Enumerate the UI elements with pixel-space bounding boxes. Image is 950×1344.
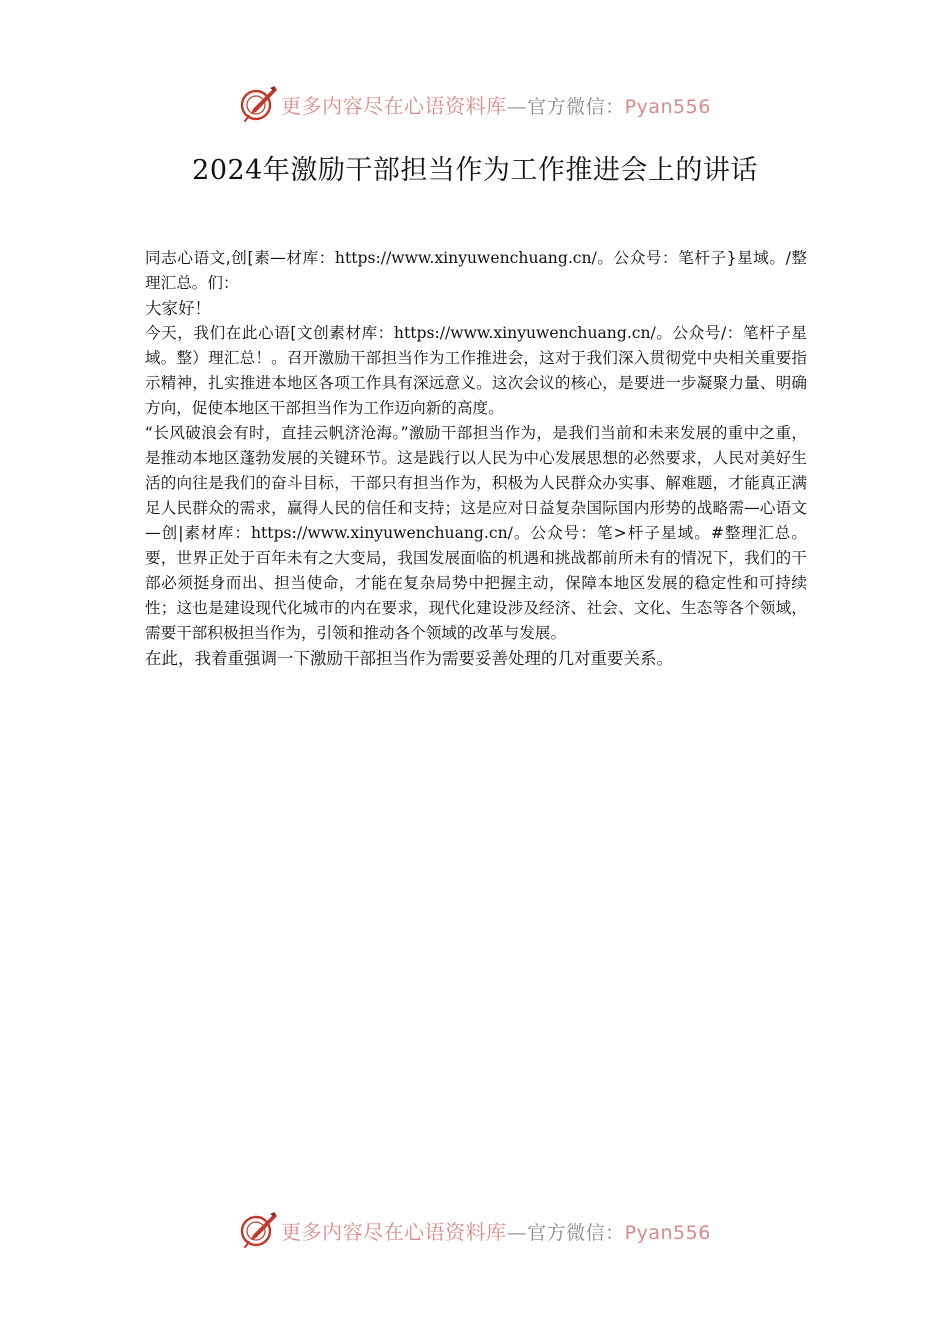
body-paragraph-2 <box>145 421 807 646</box>
header-wechat-label: 官方微信： <box>527 95 625 118</box>
p2-text-b: 。公众号：笔>杆子星域。#整理汇总。要，世界正处于百年未有之大变局，我国发展面临的机遇和挑战都前所未有的情况下，我们的干部必须挺身而出、担当使命，才能在复杂局势中把握主动，保障本地区发展的稳定性和可持续性；这也是建设现代化城市的内在要求，现代化建设涉及经济、社会、文化、生态等各个领域，需要干部积极担当作为，引领和推动各个领域的改革与发展。 <box>145 524 807 642</box>
p1-text-a: 今天，我们在此心语[文创素材库： <box>145 324 394 342</box>
p2-text-a: “长风破浪会有时，直挂云帆济沧海。”激励干部担当作为，是我们当前和未来发展的重中之重，是推动本地区蓬勃发展的关键环节。这是践行以人民为中心发展思想的必然要求，人民对美好生活的向往是我们的奋斗目标，干部只有担当作为，积极为人民群众办实事、解难题，才能真正满足人民群众的需求，赢得人民的信任和支持；这是应对日益复杂国际国内形势的战略需—心语文—创|素材库： <box>145 424 807 542</box>
document-body <box>145 246 807 671</box>
salutation-paragraph <box>145 246 807 296</box>
footer-wechat-label: 官方微信： <box>527 1221 625 1244</box>
footer-separator: — <box>506 1219 528 1244</box>
footer-wechat-id: Pyan556 <box>624 1221 711 1244</box>
quill-pen-logo-icon <box>239 85 277 123</box>
header-brand-text: 更多内容尽在心语资料库 <box>281 93 507 118</box>
closing-paragraph: 在此，我着重强调一下激励干部担当作为需要妥善处理的几对重要关系。 <box>145 649 673 668</box>
document-title: 2024年激励干部担当作为工作推进会上的讲话 <box>192 155 758 186</box>
body-paragraph-1 <box>145 321 807 421</box>
p1-url: https://www.xinyuwenchuang.cn/ <box>393 324 656 342</box>
salutation-url: https://www.xinyuwenchuang.cn/ <box>334 249 597 267</box>
salutation-text-a: 同志心语文,创[素—材库： <box>145 249 335 267</box>
footer-banner <box>0 1208 950 1252</box>
p2-url: https://www.xinyuwenchuang.cn/ <box>251 524 513 542</box>
header-wechat-id: Pyan556 <box>624 95 711 118</box>
footer-banner-text <box>281 1216 711 1245</box>
header-banner-text <box>281 90 711 119</box>
salutation-text-b: 。公众号：笔杆子}星域。/整理汇总。们： <box>145 249 807 292</box>
footer-brand-text: 更多内容尽在心语资料库 <box>281 1219 507 1244</box>
quill-pen-logo-icon <box>239 1211 277 1249</box>
header-separator: — <box>506 93 528 118</box>
header-banner <box>0 82 950 126</box>
p1-text-b: 。公众号/：笔杆子星域。整）理汇总！。召开激励干部担当作为工作推进会，这对于我们深入贯彻党中央相关重要指示精神，扎实推进本地区各项工作具有深远意义。这次会议的核心，是要进一步凝聚力量、明确方向，促使本地区干部担当作为工作迈向新的高度。 <box>145 324 807 417</box>
greeting-paragraph: 大家好！ <box>145 299 211 318</box>
